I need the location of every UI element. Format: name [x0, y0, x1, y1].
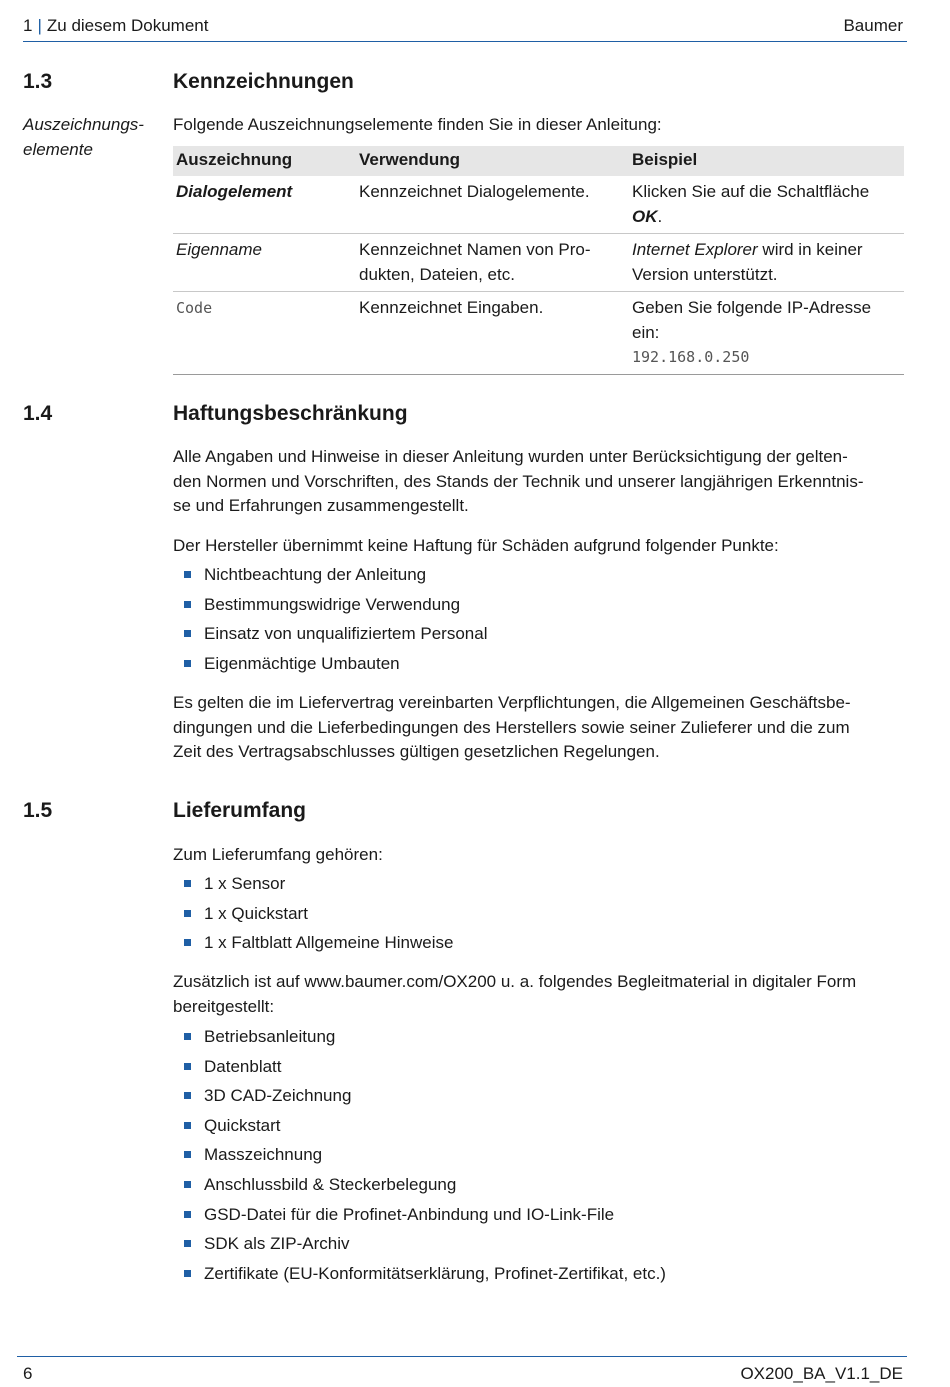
list-item: Masszeichnung — [184, 1143, 666, 1173]
section-number: 1.5 — [23, 799, 53, 822]
table-cell: Kennzeichnet Eingaben. — [356, 292, 629, 375]
paragraph: Zum Lieferumfang gehören: — [173, 845, 383, 864]
paragraph: Es gelten die im Liefervertrag vereinbarten Verpflichtungen, die Allgemeinen Geschäftsbe- dingungen und die Lieferbedingungen des Herstellers sowie seiner Zulieferer und die zum Zeit des Vertragsabschlusses gültigen gesetzlichen Regelungen. — [173, 693, 851, 761]
list-item: Eigenmächtige Umbauten — [184, 652, 487, 682]
delivery-list — [184, 872, 453, 961]
side-label: Auszeichnungs- elemente — [23, 115, 144, 159]
section-title: Kennzeichnungen — [173, 70, 354, 93]
table-cell: Klicken Sie auf die Schaltfläche OK. — [629, 176, 904, 234]
list-item: Bestimmungswidrige Verwendung — [184, 593, 487, 623]
list-item: 3D CAD-Zeichnung — [184, 1084, 666, 1114]
markings-table — [173, 146, 904, 375]
table-cell: Eigenname — [173, 234, 356, 292]
page-number: 6 — [23, 1364, 33, 1383]
page-footer — [17, 1356, 907, 1387]
table-header: Beispiel — [629, 146, 904, 176]
table-cell: Internet Explorer wird in keiner Version unterstützt. — [629, 234, 904, 292]
list-item: GSD-Datei für die Profinet-Anbindung und IO-Link-File — [184, 1203, 666, 1233]
table-cell: Kennzeichnet Dialogelemente. — [356, 176, 629, 234]
table-row — [173, 234, 904, 292]
table-header-row — [173, 146, 904, 176]
digital-material-list — [184, 1025, 666, 1291]
page-header — [23, 14, 907, 42]
paragraph: Zusätzlich ist auf www.baumer.com/OX200 u. a. folgendes Begleitmaterial in digitaler Form bereitgestellt: — [173, 972, 857, 1016]
section-number: 1.3 — [23, 70, 53, 93]
list-item: Betriebsanleitung — [184, 1025, 666, 1055]
list-item: Einsatz von unqualifiziertem Personal — [184, 622, 487, 652]
header-brand: Baumer — [843, 16, 903, 35]
list-item: Nichtbeachtung der Anleitung — [184, 563, 487, 593]
table-cell: Kennzeichnet Namen von Pro- dukten, Dateien, etc. — [356, 234, 629, 292]
section-title: Haftungsbeschränkung — [173, 402, 408, 425]
table-row — [173, 176, 904, 234]
table-cell: Code — [173, 292, 356, 375]
list-item: Quickstart — [184, 1114, 666, 1144]
table-cell: Dialogelement — [173, 176, 356, 234]
table-header: Verwendung — [356, 146, 629, 176]
list-item: 1 x Quickstart — [184, 902, 453, 932]
header-chapter: 1 | Zu diesem Dokument — [23, 16, 209, 35]
list-item: Datenblatt — [184, 1055, 666, 1085]
section-number: 1.4 — [23, 402, 53, 425]
list-item: Zertifikate (EU-Konformitätserklärung, Profinet-Zertifikat, etc.) — [184, 1262, 666, 1292]
document-id: OX200_BA_V1.1_DE — [740, 1364, 903, 1383]
table-header: Auszeichnung — [173, 146, 356, 176]
section-title: Lieferumfang — [173, 799, 307, 822]
table-row — [173, 292, 904, 375]
paragraph: Der Hersteller übernimmt keine Haftung für Schäden aufgrund folgender Punkte: — [173, 536, 779, 555]
intro-text: Folgende Auszeichnungselemente finden Sie in dieser Anleitung: — [173, 115, 662, 134]
list-item: Anschlussbild & Steckerbelegung — [184, 1173, 666, 1203]
list-item: 1 x Faltblatt Allgemeine Hinweise — [184, 931, 453, 961]
table-cell: Geben Sie folgende IP-Adresse ein: 192.168.0.250 — [629, 292, 904, 375]
list-item: 1 x Sensor — [184, 872, 453, 902]
paragraph: Alle Angaben und Hinweise in dieser Anleitung wurden unter Berücksichtigung der gelten- den Normen und Vorschriften, des Stands der Technik und unserer langjährigen Erkenntnis- se und Erfahrungen zusammengestellt. — [173, 447, 864, 515]
list-item: SDK als ZIP-Archiv — [184, 1232, 666, 1262]
liability-list — [184, 563, 487, 681]
